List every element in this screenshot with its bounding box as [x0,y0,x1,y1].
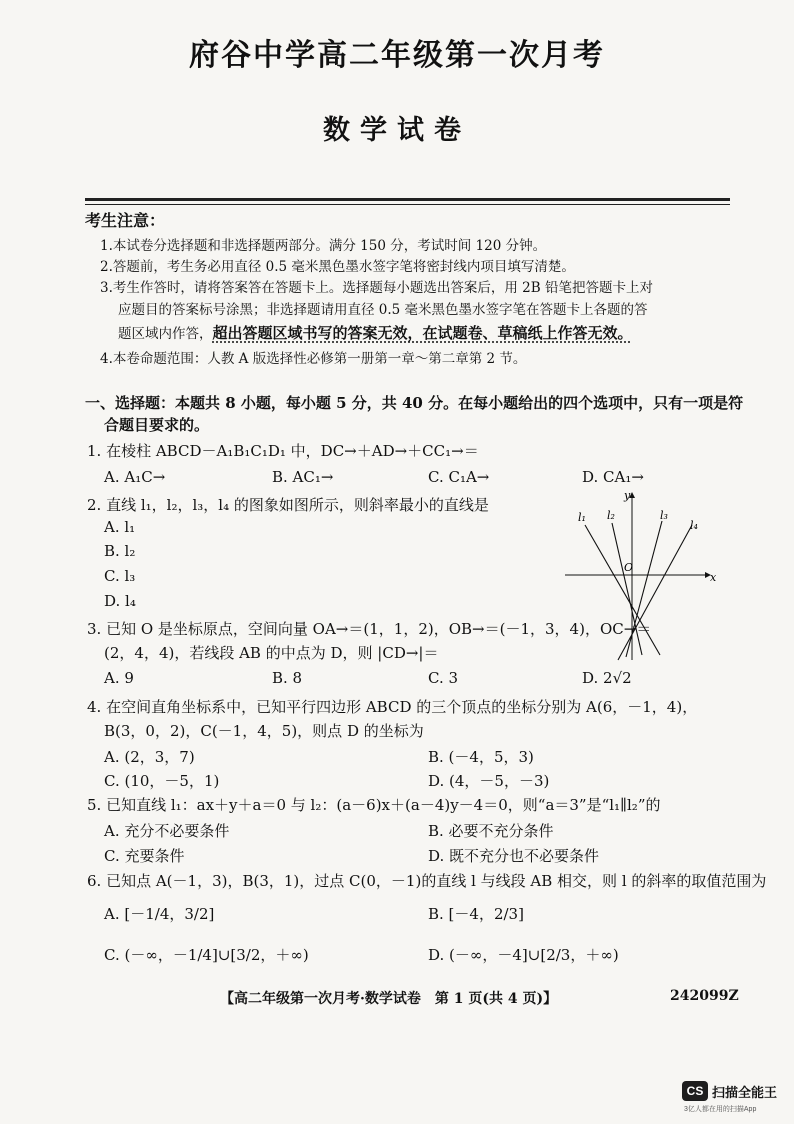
question-2: 2. 直线 l₁，l₂，l₃，l₄ 的图象如图所示，则斜率最小的直线是 [87,496,489,514]
option: C. l₃ [104,567,136,585]
label-l4: l₄ [690,519,698,532]
y-axis-label: y [624,489,631,502]
option: A. A₁C→ [104,468,166,486]
scanner-tagline: 3亿人都在用的扫描App [684,1106,757,1113]
divider [85,198,730,201]
section-heading: 合题目要求的。 [104,416,210,434]
x-axis-label: x [710,571,717,584]
option: D. l₄ [104,592,136,610]
question-6: 6. 已知点 A(－1，3)，B(3，1)，过点 C(0，－1)的直线 l 与线段 AB 相交，则 l 的斜率的取值范围为 [87,872,767,890]
option: B. AC₁→ [272,468,334,486]
question-4-cont: B(3，0，2)，C(－1，4，5)，则点 D 的坐标为 [104,722,424,740]
option: B. (－4，5，3) [428,748,534,766]
notice-item [118,322,633,343]
option: B. 必要不充分条件 [428,822,554,840]
option: A. 充分不必要条件 [104,822,230,840]
option: C. 充要条件 [104,847,185,865]
exam-title: 府谷中学高二年级第一次月考 [189,38,605,73]
notice-item: 4.本卷命题范围：人教 A 版选择性必修第一册第一章～第二章第 2 节。 [100,351,527,367]
line-l4 [618,525,692,660]
option: B. 8 [272,669,303,687]
notice-item: 应题目的答案标号涂黑；非选择题请用直径 0.5 毫米黑色墨水签字笔在答题卡上各题的答 [118,302,648,318]
option: D. 既不充分也不必要条件 [428,847,600,865]
question-5: 5. 已知直线 l₁：ax＋y＋a＝0 与 l₂：(a－6)x＋(a－4)y－4＝0，则“a＝3”是“l₁∥l₂”的 [87,796,661,814]
option: D. CA₁→ [582,468,644,486]
exam-subtitle: 数学试卷 [323,115,471,146]
question-3-cont: (2，4，4)，若线段 AB 的中点为 D，则 |CD→|＝ [104,644,439,662]
divider [85,204,730,205]
question-3: 3. 已知 O 是坐标原点，空间向量 OA→＝(1，1，2)，OB→＝(－1，3，4)，OC→＝ [87,620,652,638]
option: C. 3 [428,669,459,687]
option: D. 2√2 [582,669,632,687]
label-l3: l₃ [660,509,668,522]
notice-item: 1.本试卷分选择题和非选择题两部分。满分 150 分，考试时间 120 分钟。 [100,238,547,254]
option: A. l₁ [104,518,136,536]
scanner-app-name: 扫描全能王 [712,1085,778,1100]
option: C. C₁A→ [428,468,490,486]
page-footer: 【高二年级第一次月考·数学试卷 第 1 页(共 4 页)】 [220,991,558,1007]
exam-code: 242099Z [670,988,739,1004]
option: A. [－1/4，3/2] [104,905,215,923]
option: B. l₂ [104,542,136,560]
option: D. (－∞，－4]∪[2/3，＋∞) [428,946,619,964]
option: A. 9 [104,669,134,687]
scanner-logo-icon: CS [682,1081,708,1101]
label-l1: l₁ [578,511,586,524]
section-heading: 一、选择题：本题共 8 小题，每小题 5 分，共 40 分。在每小题给出的四个选项中，只有一项是符 [85,394,744,412]
question-4: 4. 在空间直角坐标系中，已知平行四边形 ABCD 的三个顶点的坐标分别为 A(6，－1，4)， [87,698,698,716]
option: C. (10，－5，1) [104,772,220,790]
notice-item: 3.考生作答时，请将答案答在答题卡上。选择题每小题选出答案后，用 2B 铅笔把答题卡上对 [100,280,653,296]
option: D. (4，－5，－3) [428,772,550,790]
notice-item: 2.答题前，考生务必用直径 0.5 毫米黑色墨水签字笔将密封线内项目填写清楚。 [100,259,575,275]
notice-emphasis: 超出答题区域书写的答案无效，在试题卷、草稿纸上作答无效。 [212,324,633,342]
option: A. (2，3，7) [104,748,195,766]
label-l2: l₂ [607,509,615,522]
option: C. (－∞，－1/4]∪[3/2，＋∞) [104,946,309,964]
option: B. [－4，2/3] [428,905,524,923]
question-1: 1. 在棱柱 ABCD－A₁B₁C₁D₁ 中，DC→＋AD→＋CC₁→＝ [87,442,479,460]
notice-item-text: 题区域内作答， [118,326,213,342]
notice-heading: 考生注意： [85,211,166,230]
origin-label: O [624,561,634,574]
